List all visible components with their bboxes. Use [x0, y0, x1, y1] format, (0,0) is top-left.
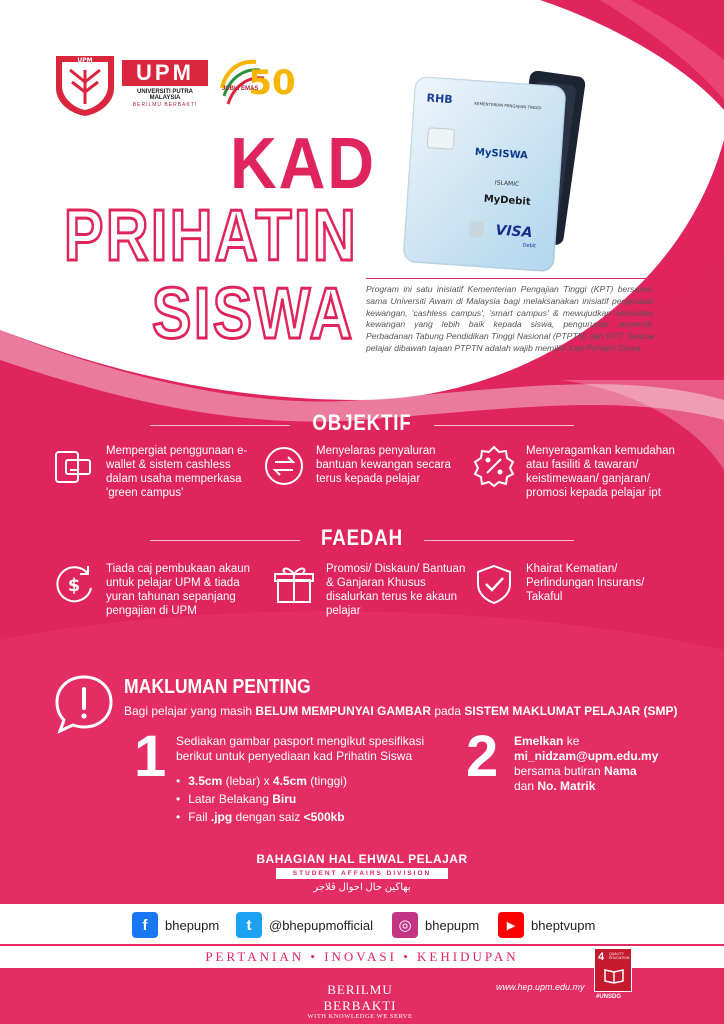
upm-shield-logo — [52, 52, 118, 118]
bhep-jawi: بهاڬين حال احوال ڤلاجر — [313, 882, 411, 893]
faedah-heading: FAEDAH — [321, 525, 403, 550]
dollar-cycle-icon — [52, 562, 96, 606]
makluman-title: MAKLUMAN PENTING — [124, 676, 311, 698]
spec-size: • 3.5cm (lebar) x 4.5cm (tinggi) — [176, 772, 347, 790]
instagram-icon[interactable]: ◎ — [392, 912, 418, 938]
social-facebook[interactable] — [132, 912, 219, 938]
youtube-handle[interactable]: bheptvupm — [531, 917, 596, 933]
photo-spec-list — [176, 772, 347, 826]
twitter-handle[interactable]: @bhepupmofficial — [269, 917, 374, 933]
contact-email[interactable]: mi_nidzam@upm.edu.my — [514, 749, 659, 763]
sdg-number: 4 — [598, 951, 605, 963]
gift-icon — [272, 562, 316, 606]
debit-card-illustration — [400, 62, 600, 272]
discount-badge-icon — [472, 444, 516, 488]
faedah-line-right — [424, 540, 574, 541]
facebook-handle[interactable]: bhepupm — [165, 917, 220, 933]
motto-main: BERILMU BERBAKTI — [323, 982, 397, 1013]
card-visa: VISA — [495, 222, 534, 242]
faedah-text-1: Tiada caj pembukaan akaun untuk pelajar UPM & tiada yuran tahunan sepanjang pengajian di UPM — [106, 563, 251, 617]
transfer-icon — [262, 444, 306, 488]
objektif-item-2 — [262, 444, 462, 488]
card-bank: RHB — [426, 91, 454, 107]
step-2-text: Emelkan ke mi_nidzam@upm.edu.my bersama butiran Nama dan No. Matrik — [514, 734, 659, 793]
step-1-text: Sediakan gambar pasport mengikut spesifikasi berikut untuk penyediaan kad Prihatin Siswa — [176, 734, 425, 763]
objektif-text-1: Mempergiat penggunaan e-wallet & sistem cashless dalam usaha memperkasa 'green campus' — [106, 445, 248, 499]
social-instagram[interactable] — [392, 912, 479, 938]
twitter-icon[interactable]: t — [236, 912, 262, 938]
jubilee-logo — [216, 52, 296, 118]
sdg-badge — [594, 948, 632, 992]
title-prihatin: PRIHATIN — [64, 196, 359, 276]
social-youtube[interactable] — [498, 912, 595, 938]
step-1-number: 1 — [134, 724, 167, 789]
title-siswa: SISWA — [152, 274, 355, 354]
motto-english: WITH KNOWLEDGE WE SERVE — [307, 1013, 413, 1020]
upm-word: UPM — [122, 60, 208, 86]
book-icon — [604, 967, 624, 983]
title-kad: KAD — [230, 124, 376, 204]
footer-motto — [296, 982, 424, 1020]
card-visa-sub: Debit — [522, 242, 537, 250]
makluman-subtitle: Bagi pelajar yang masih BELUM MEMPUNYAI GAMBAR pada SISTEM MAKLUMAT PELAJAR (SMP) — [124, 704, 678, 718]
faedah-text-2: Promosi/ Diskaun/ Bantuan & Ganjaran Khusus disalurkan terus ke akaun pelajar — [326, 563, 466, 617]
spec-file: • Fail .jpg dengan saiz <500kb — [176, 808, 347, 826]
objektif-text-3: Menyeragamkan kemudahan atau fasiliti & tawaran/ keistimewaan/ ganjaran/ promosi kepada pelajar ipt — [526, 445, 675, 499]
shield-check-icon — [472, 562, 516, 606]
objektif-heading: OBJEKTIF — [312, 410, 412, 435]
card-mydebit: MyDebit — [483, 193, 531, 208]
faedah-item-3 — [472, 562, 672, 606]
card-ministry: KEMENTERIAN PENGAJIAN TINGGI — [474, 100, 542, 111]
objektif-item-3 — [472, 444, 684, 500]
unsdg-hashtag: #UNSDG — [596, 994, 622, 1000]
objektif-text-2: Menyelaras penyaluran bantuan kewangan secara terus kepada pelajar — [316, 445, 451, 485]
faedah-item-2 — [272, 562, 472, 618]
phone-card-icon — [52, 444, 96, 488]
website-link[interactable]: www.hep.upm.edu.my — [496, 982, 585, 992]
shield-letters: UPM — [77, 57, 93, 64]
objektif-line-right — [434, 425, 574, 426]
exclamation-bubble-icon — [52, 672, 116, 736]
faedah-text-3: Khairat Kematian/ Perlindungan Insurans/ Takaful — [526, 563, 645, 603]
spec-background: • Latar Belakang Biru — [176, 790, 347, 808]
upm-motto: BERILMU BERBAKTI — [132, 102, 198, 108]
jubilee-number: 50 — [248, 63, 296, 103]
intro-divider — [366, 278, 654, 279]
bhep-subtitle: STUDENT AFFAIRS DIVISION — [276, 868, 448, 879]
bhep-title: BAHAGIAN HAL EHWAL PELAJAR — [256, 852, 468, 866]
youtube-icon[interactable]: ▶ — [498, 912, 524, 938]
jubilee-label: JUBLI EMAS — [222, 86, 259, 92]
upm-name: UNIVERSITI PUTRA MALAYSIA — [136, 89, 193, 101]
facebook-icon[interactable]: f — [132, 912, 158, 938]
instagram-handle[interactable]: bhepupm — [425, 917, 480, 933]
upm-wordmark — [122, 60, 208, 108]
card-brand: MySISWA — [474, 146, 529, 162]
social-twitter[interactable] — [236, 912, 373, 938]
faedah-item-1 — [52, 562, 262, 618]
card-islamic: ISLAMIC — [494, 179, 520, 189]
step-2-number: 2 — [466, 724, 499, 789]
university-tagline: PERTANIAN • INOVASI • KEHIDUPAN — [0, 946, 724, 968]
intro-paragraph: Program ini satu inisiatif Kementerian Pengajian Tinggi (KPT) bersama-sama Universiti Awam di Malaysia bagi melaksanakan inisiatif penjimatan kewangan, 'cashless campus', 'smart campus' & mewujudkan ekosistem kewangan yang lebih baik kepada siswa, pengurusan universiti. Perbadanan Tabung Pendidikan Tinggi Nasional (PTPTN) dan KPT. Semua pelajar dibawah tajaan PTPTN adalah wajib memiliki Kad Prihatin Siswa. — [366, 284, 654, 353]
svg-text:$: $ — [67, 575, 81, 596]
sdg-label: QUALITY EDUCATION — [609, 952, 630, 960]
objektif-item-1 — [52, 444, 262, 500]
